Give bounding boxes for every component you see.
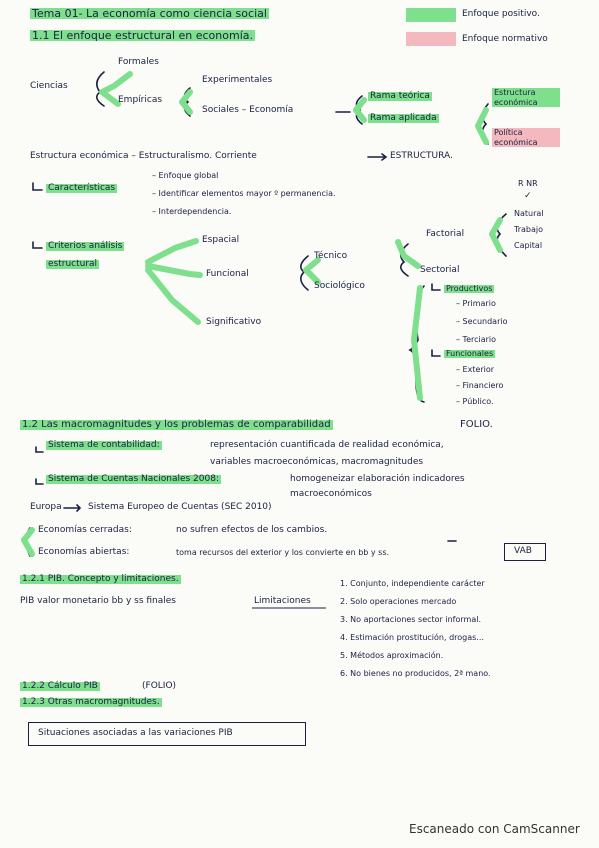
legend-swatch-normative [406, 32, 456, 46]
politica-economica-tag: Política económica [492, 128, 560, 147]
page-title: Tema 01- La economía como ciencia social [32, 7, 267, 20]
section-heading-1-2: 1.2 Las macromagnitudes y los problemas de comparabilidad [22, 419, 331, 430]
section-heading-1-2-3: 1.2.3 Otras macromagnitudes. [22, 697, 160, 707]
sector-financiero: – Financiero [456, 381, 504, 390]
sociales-label: Sociales – Economía [202, 105, 294, 115]
europa-text: Sistema Europeo de Cuentas (SEC 2010) [88, 502, 272, 512]
criterios-label-2: estructural [48, 259, 98, 269]
camscanner-watermark: Escaneado con CamScanner [409, 822, 580, 836]
economias-cerradas-label: Economías cerradas: [38, 525, 132, 535]
criterio-significativo: Significativo [206, 317, 262, 327]
limitacion-5: 5. Métodos aproximación. [340, 651, 444, 660]
sector-primario: – Primario [456, 299, 496, 308]
experimentales-label: Experimentales [202, 75, 273, 85]
sector-terciario: – Terciario [456, 335, 497, 344]
economias-cerradas-text: no sufren efectos de los cambios. [176, 525, 328, 535]
sistema-contabilidad-text-1: representación cuantificada de realidad económica, [210, 440, 444, 450]
sector-secundario: – Secundario [456, 317, 508, 326]
section-heading-1-2-1: 1.2.1 PIB. Concepto y limitaciones. [22, 574, 179, 584]
formales-label: Formales [118, 57, 159, 67]
situaciones-label: Situaciones asociadas a las variaciones PIB [38, 728, 233, 738]
factor-trabajo: Trabajo [514, 225, 543, 234]
limitaciones-label: Limitaciones [254, 596, 311, 606]
sector-exterior: – Exterior [456, 365, 495, 374]
criterio-funcional: Funcional [206, 269, 249, 279]
factor-capital: Capital [514, 241, 543, 250]
sectorial-label: Sectorial [420, 265, 460, 275]
limitacion-2: 2. Solo operaciones mercado [340, 597, 457, 606]
legend-swatch-positive [406, 8, 456, 22]
legend-positive: Enfoque positivo. [462, 9, 540, 19]
sistema-contabilidad-label: Sistema de contabilidad: [48, 440, 160, 450]
caracteristica-3: – Interdependencia. [152, 207, 232, 216]
factor-natural: Natural [514, 209, 544, 218]
funcional-tecnico: Técnico [314, 251, 348, 261]
criterio-espacial: Espacial [202, 235, 240, 245]
caracteristicas-label: Características [48, 183, 116, 193]
rama-aplicada: Rama aplicada [370, 113, 437, 123]
ciencias-label: Ciencias [30, 81, 68, 91]
funcionales-label: Funcionales [446, 349, 494, 358]
empiricas-label: Empíricas [118, 95, 163, 105]
pib-definition: PIB valor monetario bb y ss finales [20, 596, 176, 606]
limitacion-1: 1. Conjunto, independiente carácter [340, 579, 485, 588]
estructura-definition: Estructura económica – Estructuralismo. Corriente [30, 151, 257, 161]
limitacion-3: 3. No aportaciones sector informal. [340, 615, 481, 624]
factorial-label: Factorial [426, 229, 465, 239]
limitacion-6: 6. No bienes no producidos, 2ª mano. [340, 669, 491, 678]
section-heading-1-2-2: 1.2.2 Cálculo PIB [22, 681, 98, 691]
scn-text-1: homogeneizar elaboración indicadores [290, 474, 465, 484]
economias-abiertas-label: Economías abiertas: [38, 547, 130, 557]
r-nr-note: R NR [518, 179, 538, 188]
sistema-contabilidad-text-2: variables macroeconómicas, macromagnitudes [210, 457, 424, 467]
sector-publico: – Público. [456, 397, 494, 406]
funcional-sociologico: Sociológico [314, 281, 365, 291]
estructura-economica-tag: Estructura económica [492, 88, 560, 107]
economias-abiertas-text: toma recursos del exterior y los convierte en bb y ss. [176, 548, 390, 557]
scn-text-2: macroeconómicos [290, 489, 372, 499]
check-mark: ✓ [524, 191, 532, 201]
folio-note-2: (FOLIO) [142, 681, 177, 691]
scn-label: Sistema de Cuentas Nacionales 2008: [48, 474, 219, 484]
section-heading-1-1: 1.1 El enfoque estructural en economía. [32, 29, 253, 42]
criterios-brace-top [148, 241, 196, 262]
criterios-brace-low [148, 270, 198, 322]
caracteristica-1: – Enfoque global [152, 171, 219, 180]
caracteristica-2: – Identificar elementos mayor º permanencia. [152, 189, 336, 198]
europa-label: Europa [30, 502, 62, 512]
productivos-label: Productivos [446, 284, 493, 293]
folio-note: FOLIO. [460, 419, 493, 430]
rama-teorica: Rama teórica [370, 91, 430, 101]
criterios-brace-mid [148, 266, 200, 275]
limitacion-4: 4. Estimación prostitución, drogas... [340, 633, 484, 642]
estructura-keyword: ESTRUCTURA. [390, 151, 453, 161]
criterios-label-1: Criterios análisis [48, 241, 123, 251]
vab-label: VAB [514, 546, 532, 556]
legend-normative: Enfoque normativo [462, 34, 548, 44]
